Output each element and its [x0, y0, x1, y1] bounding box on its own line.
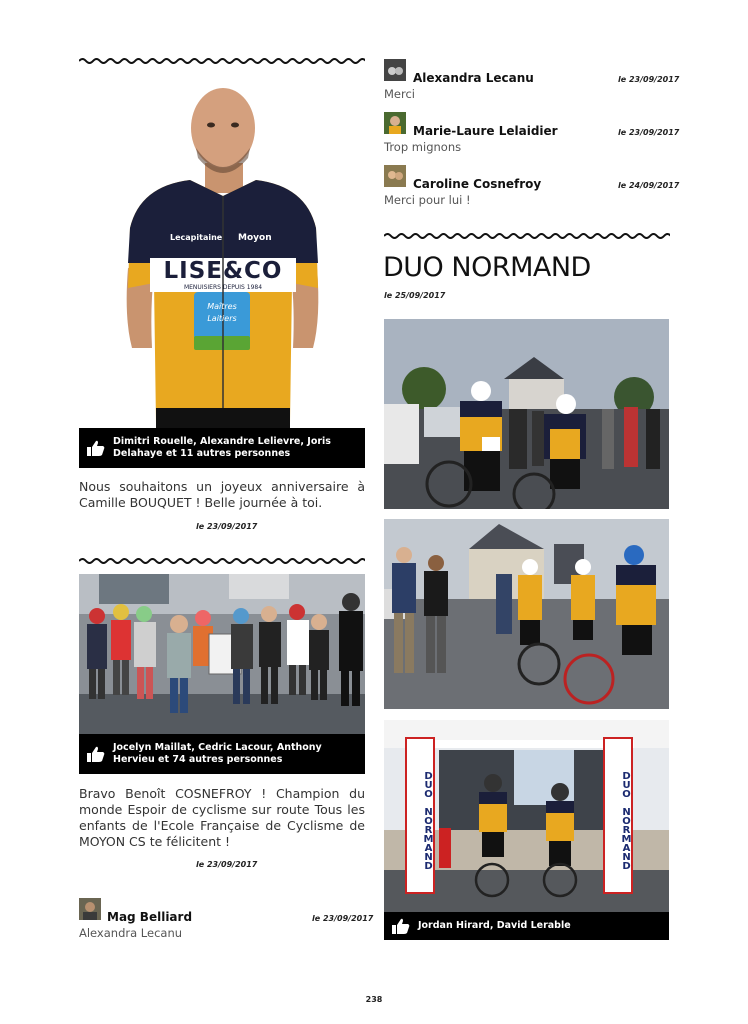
page-number: 238 [365, 995, 383, 1004]
commenter-name: Mag Belliard [107, 910, 193, 924]
jersey-brand-left: Lecapitaine [170, 233, 223, 242]
post-date: le 23/09/2017 [196, 860, 258, 869]
commenter-name: Marie-Laure Lelaidier [413, 124, 558, 138]
wavy-divider [79, 557, 365, 565]
comment-text: Trop mignons [384, 140, 462, 154]
likes-bar [384, 912, 669, 940]
comment-text: Alexandra Lecanu [79, 926, 183, 940]
comment-date: le 23/09/2017 [618, 75, 680, 84]
commenter-name: Caroline Cosnefroy [413, 177, 542, 191]
banner-text-right: DUO NORMAND [621, 770, 632, 870]
post-title: DUO NORMAND [383, 252, 591, 283]
commenter-name: Alexandra Lecanu [413, 71, 534, 85]
post-date: le 23/09/2017 [196, 522, 258, 531]
jersey-brand-right: Moyon [238, 233, 272, 243]
post-date: le 25/09/2017 [384, 291, 446, 300]
cyclists-photo [384, 519, 669, 709]
wavy-divider [79, 57, 365, 65]
comment-date: le 24/09/2017 [618, 181, 680, 190]
cyclists-photo [384, 319, 669, 509]
jersey-badge-line2: Laitiers [207, 314, 237, 323]
finish-arch-photo [384, 720, 669, 912]
children-group-photo [79, 574, 365, 734]
banner-text-left: DUO NORMAND [423, 770, 434, 870]
comment-text: Merci pour lui ! [384, 193, 471, 207]
likes-bar [79, 734, 365, 774]
post-text: Bravo Benoît COSNEFROY ! Champion du monde Espoir de cyclisme sur route Tous les enfants de l'Ecole Française de Cyclisme de MOYON CS te félicitent ! [79, 786, 365, 849]
likes-text: Dimitri Rouelle, Alexandre Lelievre, Joris Delahaye et 11 autres personnes [113, 436, 331, 459]
likes-text: Jocelyn Maillat, Cedric Lacour, Anthony Hervieu et 74 autres personnes [113, 742, 322, 765]
commenter-avatar [384, 112, 406, 134]
commenter-avatar [384, 59, 406, 81]
thumbs-up-icon [87, 746, 105, 762]
thumbs-up-icon [87, 440, 105, 456]
post-text: Nous souhaitons un joyeux anniversaire à Camille BOUQUET ! Belle journée à toi. [79, 479, 365, 510]
commenter-avatar [384, 165, 406, 187]
thumbs-up-icon [392, 918, 410, 934]
comment-date: le 23/09/2017 [312, 914, 374, 923]
jersey-sponsor-main: LISE&CO [163, 258, 283, 284]
jersey-sponsor-sub: MENUISIERS DEPUIS 1984 [183, 284, 263, 291]
jersey-badge-line1: Maîtres [207, 302, 237, 311]
comment-text: Merci [384, 87, 415, 101]
likes-text: Jordan Hirard, David Lerable [418, 920, 571, 931]
cyclist-portrait-photo [120, 78, 325, 428]
commenter-avatar [79, 898, 101, 920]
comment-date: le 23/09/2017 [618, 128, 680, 137]
wavy-divider [384, 232, 670, 240]
likes-bar [79, 428, 365, 468]
